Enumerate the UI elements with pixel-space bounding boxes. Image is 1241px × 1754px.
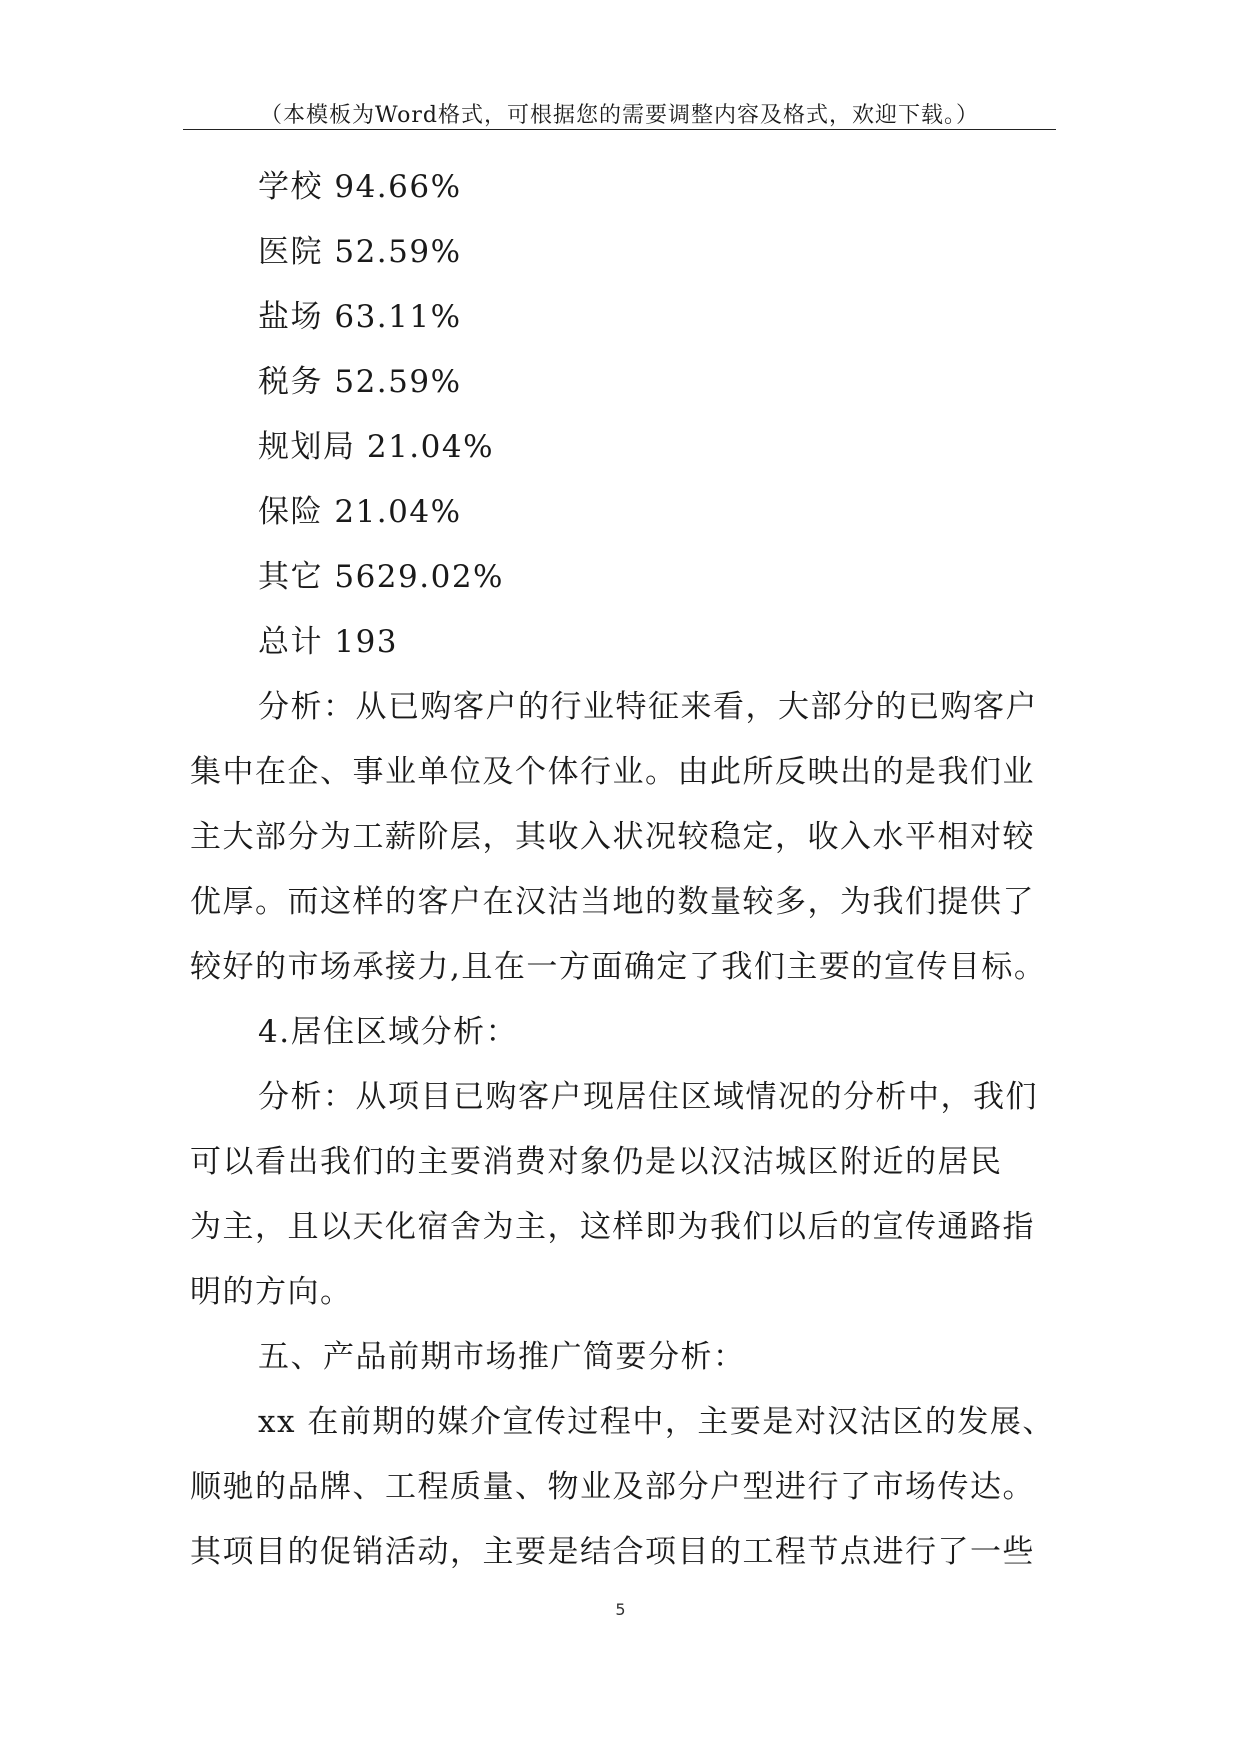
paragraph-line: 较好的市场承接力,且在一方面确定了我们主要的宣传目标。 (190, 949, 1047, 985)
stat-line: 盐场 63.11% (258, 299, 462, 335)
page-number: 5 (615, 1600, 626, 1619)
residence-analysis-paragraph (190, 1065, 1060, 1325)
stat-line: 规划局 21.04% (258, 429, 495, 465)
paragraph-line: 优厚。而这样的客户在汉沽当地的数量较多，为我们提供了 (190, 884, 1035, 920)
document-body (190, 155, 1060, 1585)
paragraph-line: 其项目的促销活动，主要是结合项目的工程节点进行了一些 (190, 1534, 1035, 1570)
stat-line: 保险 21.04% (258, 494, 462, 530)
paragraph-line: 明的方向。 (190, 1274, 353, 1310)
stat-line: 其它 5629.02% (258, 559, 505, 595)
paragraph-line: 主大部分为工薪阶层，其收入状况较稳定，收入水平相对较 (190, 819, 1035, 855)
stat-total-line: 总计 193 (258, 624, 399, 660)
industry-analysis-paragraph (190, 675, 1060, 1000)
promotion-paragraph (190, 1390, 1060, 1585)
stat-line: 医院 52.59% (258, 234, 462, 270)
stat-line: 学校 94.66% (258, 169, 462, 205)
paragraph-line: 顺驰的品牌、工程质量、物业及部分户型进行了市场传达。 (190, 1469, 1035, 1505)
paragraph-line: 可以看出我们的主要消费对象仍是以汉沽城区附近的居民 (190, 1144, 1003, 1180)
page-header: （本模板为Word格式，可根据您的需要调整内容及格式，欢迎下载。） (260, 103, 979, 128)
paragraph-line: 分析：从项目已购客户现居住区域情况的分析中，我们 (258, 1079, 1038, 1115)
stat-line: 税务 52.59% (258, 364, 462, 400)
paragraph-line: 为主，且以天化宿舍为主，这样即为我们以后的宣传通路指 (190, 1209, 1035, 1245)
paragraph-line: xx 在前期的媒介宣传过程中，主要是对汉沽区的发展、 (258, 1404, 1055, 1440)
paragraph-line: 分析：从已购客户的行业特征来看，大部分的已购客户 (258, 689, 1038, 725)
section-heading-residence: 4.居住区域分析： (258, 1014, 519, 1050)
header-divider (183, 129, 1056, 130)
section-heading-five: 五、产品前期市场推广简要分析： (258, 1339, 746, 1375)
paragraph-line: 集中在企、事业单位及个体行业。由此所反映出的是我们业 (190, 754, 1035, 790)
